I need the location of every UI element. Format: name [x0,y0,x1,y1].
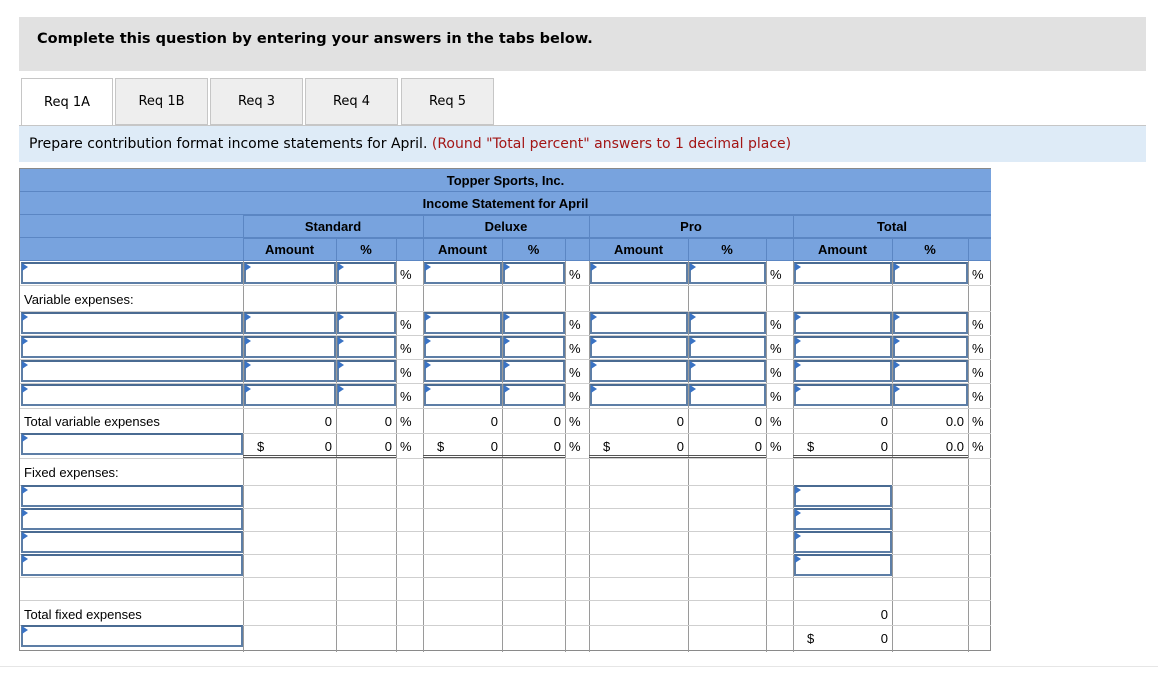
deluxe-percent-input[interactable] [503,360,565,382]
standard-amount-input[interactable] [244,312,336,334]
percent-sign: % [972,389,984,404]
dollar-sign: $ [257,439,265,454]
double-underline [892,455,968,458]
header-divider [688,238,689,261]
pro-percent-input[interactable] [689,384,766,406]
pro-percent-input[interactable] [689,312,766,334]
deluxe-total_variable-percent: 0 [553,414,561,429]
total-contribution-amount: 0 [880,439,888,454]
amount-header: Amount [817,242,868,257]
deluxe-amount-input[interactable] [424,360,502,382]
fixed-expense-amount-input[interactable] [794,485,892,507]
percent-sign: % [972,414,984,429]
pro-contribution-amount: 0 [676,439,684,454]
percent-sign: % [400,439,412,454]
header-divider [243,215,244,261]
total-percent-input[interactable] [893,384,968,406]
fixed-expense-amount-input[interactable] [794,531,892,553]
amount-header: Amount [264,242,315,257]
dollar-sign: $ [603,439,611,454]
total-fixed-amount: 0 [880,607,888,622]
standard-amount-input[interactable] [244,336,336,358]
double-underline [688,455,766,458]
pro-total_variable-percent: 0 [754,414,762,429]
standard-percent-input[interactable] [337,360,396,382]
deluxe-amount-input[interactable] [424,312,502,334]
tab-req-5[interactable]: Req 5 [401,78,494,125]
fixed-expense-label-input[interactable] [21,508,243,530]
column-divider [766,261,767,652]
percent-sign: % [569,414,581,429]
header-divider [502,238,503,261]
fixed-expense-label-input[interactable] [21,531,243,553]
header-divider [396,238,397,261]
deluxe-amount-input[interactable] [424,384,502,406]
percent-sign: % [770,267,782,282]
pro-amount-input[interactable] [590,312,688,334]
pro-percent-input[interactable] [689,262,766,284]
percent-sign: % [400,267,412,282]
header-divider [336,238,337,261]
percent-sign: % [972,439,984,454]
double-underline [243,455,336,458]
standard-contribution-percent: 0 [384,439,392,454]
group-header: Standard [304,219,362,234]
percent-header: % [721,242,733,257]
section-label: Fixed expenses: [24,465,119,480]
standard-amount-input[interactable] [244,360,336,382]
column-divider [396,261,397,652]
tab-req-1a[interactable]: Req 1A [21,78,113,126]
header-divider [565,238,566,261]
header-divider [589,215,590,261]
standard-percent-input[interactable] [337,336,396,358]
double-underline [589,455,688,458]
percent-sign: % [400,365,412,380]
fixed-expense-label-input[interactable] [21,485,243,507]
double-underline [336,455,396,458]
fixed-expense-amount-input[interactable] [794,554,892,576]
percent-sign: % [569,267,581,282]
header-divider [968,238,969,261]
instruction-bar [19,17,1146,71]
pro-amount-input[interactable] [590,384,688,406]
double-underline [502,455,565,458]
pro-amount-input[interactable] [590,336,688,358]
total-fixed-label: Total fixed expenses [24,607,142,622]
percent-sign: % [569,389,581,404]
dollar-sign: $ [437,439,445,454]
percent-sign: % [569,365,581,380]
standard-amount-input[interactable] [244,262,336,284]
footer-divider [0,666,1158,667]
standard-percent-input[interactable] [337,312,396,334]
group-header: Pro [680,219,702,234]
amount-header: Amount [437,242,488,257]
fixed-expense-amount-input[interactable] [794,508,892,530]
percent-sign: % [770,317,782,332]
percent-sign: % [972,341,984,356]
prompt-text: Prepare contribution format income statements for April. [29,136,428,152]
percent-header: % [360,242,372,257]
deluxe-total_variable-amount: 0 [490,414,498,429]
fixed-expense-label-input[interactable] [21,554,243,576]
row-divider [20,577,991,578]
percent-header: % [527,242,540,257]
total-contribution-percent: 0.0 [945,439,964,454]
instruction-text: Complete this question by entering your answers in the tabs below. [37,31,593,47]
column-divider [565,261,566,652]
total-amount-input[interactable] [794,384,892,406]
company-name: Topper Sports, Inc. [446,173,565,188]
income-statement-table [19,168,991,651]
statement-title: Income Statement for April [422,196,589,211]
pro-percent-input[interactable] [689,360,766,382]
total-percent-input[interactable] [893,312,968,334]
standard-total_variable-amount: 0 [324,414,332,429]
total-amount-input[interactable] [794,312,892,334]
deluxe-amount-input[interactable] [424,336,502,358]
row-divider [20,458,991,459]
line-item-label-input[interactable] [21,360,243,382]
contribution-label-input[interactable] [21,433,243,455]
tab-req-4[interactable]: Req 4 [305,78,398,125]
pro-total_variable-amount: 0 [676,414,684,429]
pro-amount-input[interactable] [590,262,688,284]
row-divider [20,285,991,286]
standard-amount-input[interactable] [244,384,336,406]
standard-contribution-amount: 0 [324,439,332,454]
dollar-sign: $ [807,631,815,646]
rounding-note: (Round "Total percent" answers to 1 decimal place) [431,136,792,152]
column-divider [968,261,969,652]
header-divider [793,215,794,261]
total-amount-input[interactable] [794,360,892,382]
standard-percent-input[interactable] [337,384,396,406]
header-divider [243,215,991,216]
standard-percent-input[interactable] [337,262,396,284]
percent-sign: % [770,341,782,356]
tab-req-1b[interactable]: Req 1B [115,78,208,125]
deluxe-contribution-percent: 0 [553,439,561,454]
instruction-prompt [19,126,1146,162]
net-income-amount: 0 [880,631,888,646]
percent-sign: % [770,414,782,429]
line-item-label-input[interactable] [21,336,243,358]
standard-total_variable-percent: 0 [384,414,392,429]
percent-sign: % [972,365,984,380]
header-divider [243,238,991,239]
line-item-label-input[interactable] [21,312,243,334]
percent-header: % [924,242,936,257]
total-total_variable-percent: 0.0 [945,414,964,429]
net-income-label-input[interactable] [21,625,243,647]
percent-sign: % [569,439,581,454]
percent-sign: % [569,341,581,356]
percent-sign: % [569,317,581,332]
total-percent-input[interactable] [893,336,968,358]
dollar-sign: $ [807,439,815,454]
total-percent-input[interactable] [893,262,968,284]
pro-amount-input[interactable] [590,360,688,382]
header-divider [892,238,893,261]
total-total_variable-amount: 0 [880,414,888,429]
total-amount-input[interactable] [794,262,892,284]
header-divider [766,238,767,261]
section-label: Variable expenses: [24,292,134,307]
row-divider [20,408,991,409]
double-underline [423,455,502,458]
percent-sign: % [400,414,412,429]
total-amount-input[interactable] [794,336,892,358]
deluxe-percent-input[interactable] [503,262,565,284]
deluxe-percent-input[interactable] [503,384,565,406]
percent-sign: % [972,267,984,282]
percent-sign: % [400,317,412,332]
header-divider [423,215,424,261]
pro-contribution-percent: 0 [754,439,762,454]
percent-sign: % [770,389,782,404]
pro-percent-input[interactable] [689,336,766,358]
percent-sign: % [770,439,782,454]
double-underline [793,455,892,458]
deluxe-contribution-amount: 0 [490,439,498,454]
group-header: Total [876,219,908,234]
group-header: Deluxe [484,219,528,234]
percent-sign: % [770,365,782,380]
amount-header: Amount [613,242,664,257]
percent-sign: % [400,389,412,404]
total-variable-label: Total variable expenses [24,414,160,429]
row-divider [20,600,991,601]
deluxe-percent-input[interactable] [503,312,565,334]
total-percent-input[interactable] [893,360,968,382]
line-item-label-input[interactable] [21,384,243,406]
deluxe-percent-input[interactable] [503,336,565,358]
line-item-label-input[interactable] [21,262,243,284]
deluxe-amount-input[interactable] [424,262,502,284]
tab-req-3[interactable]: Req 3 [210,78,303,125]
percent-sign: % [400,341,412,356]
percent-sign: % [972,317,984,332]
